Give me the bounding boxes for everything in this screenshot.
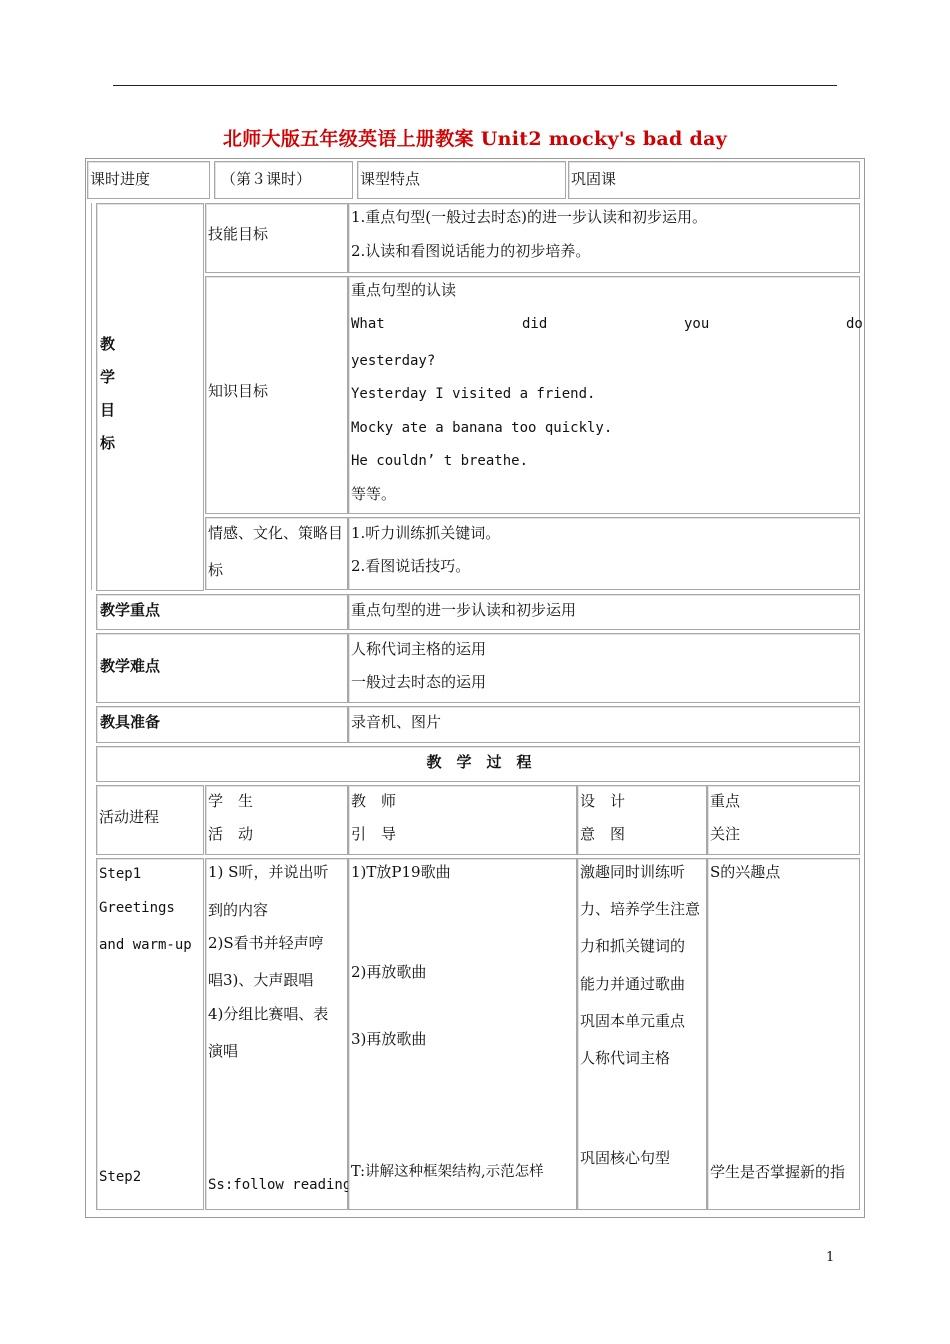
- cell-skill-content: 1.重点句型(一般过去时态)的进一步认读和初步运用。 2.认读和看图说话能力的初步培养。: [348, 203, 860, 273]
- cell-difficulty-label: 教学难点: [96, 633, 348, 703]
- question-word: you: [684, 316, 710, 332]
- cell-ph-progress: 活动进程: [96, 785, 204, 855]
- page-number: 1: [826, 1250, 835, 1265]
- cell-focus-value: 重点句型的进一步认读和初步运用: [348, 594, 860, 630]
- cell-step-teacher: 1)T放P19歌曲 2)再放歌曲 3)再放歌曲 T:讲解这种框架结构,示范怎样: [348, 858, 577, 1210]
- question-word: do: [846, 316, 863, 332]
- header-rule: [113, 85, 837, 86]
- cell-knowledge-content: 重点句型的认读 What did you do yesterday? Yesterday I visited a friend. Mocky ate a banana too quickly. He couldn’ t breathe. 等等。: [348, 276, 860, 514]
- question-word: What: [351, 316, 385, 332]
- cell-tools-label: 教具准备: [96, 706, 348, 743]
- question-word: did: [522, 316, 548, 332]
- cell-focus-label: 教学重点: [96, 594, 348, 630]
- cell-process-title: 教 学 过 程: [96, 746, 860, 782]
- cell-affect-label: 情感、文化、策略目 标: [205, 517, 348, 590]
- cell-type-value: 巩固课: [568, 161, 860, 199]
- cell-skill-label: 技能目标: [205, 203, 348, 273]
- document-title: 北师大版五年级英语上册教案 Unit2 mocky's bad day: [222, 128, 728, 150]
- cell-ph-student: 学 生 活 动: [205, 785, 348, 855]
- cell-ph-focus: 重点 关注: [707, 785, 860, 855]
- cell-objectives-label: 教 学 目 标: [96, 203, 204, 591]
- outer-left-rule: [91, 203, 92, 590]
- cell-step-student: 1) S听，并说出听 到的内容 2)S看书并轻声哼 唱3)、大声跟唱 4)分组比赛唱、表 演唱 Ss:follow reading: [205, 858, 348, 1210]
- cell-step-design: 激趣同时训练听 力、培养学生注意 力和抓关键词的 能力并通过歌曲 巩固本单元重点 人称代词主格 巩固核心句型: [577, 858, 707, 1210]
- cell-tools-value: 录音机、图片: [348, 706, 860, 743]
- cell-ph-teacher: 教 师 引 导: [348, 785, 577, 855]
- cell-affect-content: 1.听力训练抓关键词。 2.看图说话技巧。: [348, 517, 860, 590]
- cell-step-focus: S的兴趣点 学生是否掌握新的指: [707, 858, 860, 1210]
- cell-step-progress: Step1 Greetings and warm-up Step2: [96, 858, 204, 1210]
- cell-type-label: 课型特点: [357, 161, 566, 199]
- cell-difficulty-value: 人称代词主格的运用 一般过去时态的运用: [348, 633, 860, 703]
- cell-knowledge-label: 知识目标: [205, 276, 348, 514]
- cell-ph-design: 设 计 意 图: [577, 785, 707, 855]
- cell-progress-label: 课时进度: [87, 161, 210, 199]
- cell-progress-value: （第３课时）: [214, 161, 353, 199]
